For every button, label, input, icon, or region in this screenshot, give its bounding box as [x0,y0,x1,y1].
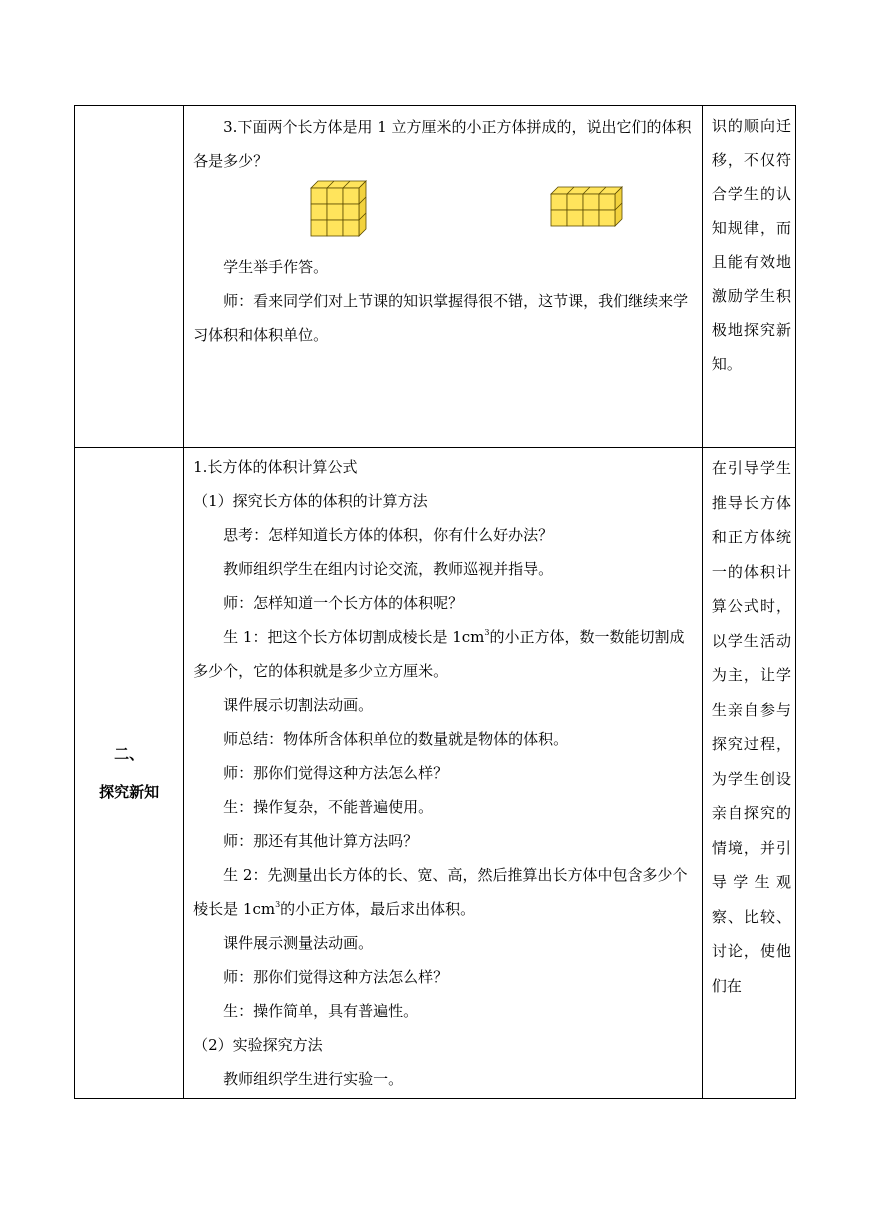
table-row [75,106,796,448]
text-line: 课件展示测量法动画。 [223,934,374,952]
text-line: 师：那你们觉得这种方法怎么样？ [223,968,449,986]
content-cell [184,448,703,1099]
lesson-plan-table [74,105,796,1099]
subsection-heading: （2）实验探究方法 [193,1036,323,1054]
design-note: 识的顺向迁移，不仅符合学生的认知规律，而且能有效地激励学生积极地探究新知。 [711,117,791,373]
text-line: 学生举手作答。 [223,258,329,276]
text-line: 生：操作简单，具有普遍性。 [223,1002,419,1020]
text-line: 师：看来同学们对上节课的知识掌握得很不错，这节课，我们继续来学习体积和体积单位。 [193,292,689,344]
text-line: 课件展示切割法动画。 [223,696,374,714]
table-row [75,448,796,1099]
subsection-heading: （1）探究长方体的体积的计算方法 [193,492,428,510]
cuboid-figures [193,178,694,250]
text-line: 师总结：物体所含体积单位的数量就是物体的体积。 [223,730,569,748]
text-line: 生 2：先测量出长方体的长、宽、高，然后推算出长方体中包含多少个棱长是 $1cm^3$的小正方体，最后求出体积。 [193,866,688,918]
cuboid-figure-4x2 [549,186,629,230]
cuboid-figure-3x3 [309,180,369,238]
note-cell [702,448,795,1099]
text-line: 生 1：把这个长方体切割成棱长是 $1cm^3$的小正方体，数一数能切割成多少个，它的体积就是多少立方厘米。 [193,628,685,680]
text-line: 思考：怎样知道长方体的体积，你有什么好办法？ [223,526,554,544]
text-line: 师：怎样知道一个长方体的体积呢？ [223,594,464,612]
section-heading: 1.长方体的体积计算公式 [193,458,358,476]
text-line: 教师组织学生在组内讨论交流，教师巡视并指导。 [223,560,554,578]
content-cell [184,106,703,448]
note-cell [702,106,795,448]
text-line: 师：那你们觉得这种方法怎么样？ [223,764,449,782]
text-line: 生：操作复杂，不能普遍使用。 [223,798,434,816]
question-3: 3.下面两个长方体是用 1 立方厘米的小正方体拼成的，说出它们的体积各是多少？ [193,118,692,170]
stage-cell [75,448,184,1099]
text-line: 教师组织学生进行实验一。 [223,1070,404,1088]
stage-number: 二、 [114,745,145,763]
stage-title: 探究新知 [99,783,160,801]
design-note: 在引导学生推导长方体和正方体统一的体积计算公式时，以学生活动为主，让学生亲自参与探究过程，为学生创设亲自探究的情境，并引导学生观察、比较、讨论，使他们在 [711,459,791,995]
text-line: 师：那还有其他计算方法吗？ [223,832,419,850]
stage-cell-empty [75,106,184,448]
